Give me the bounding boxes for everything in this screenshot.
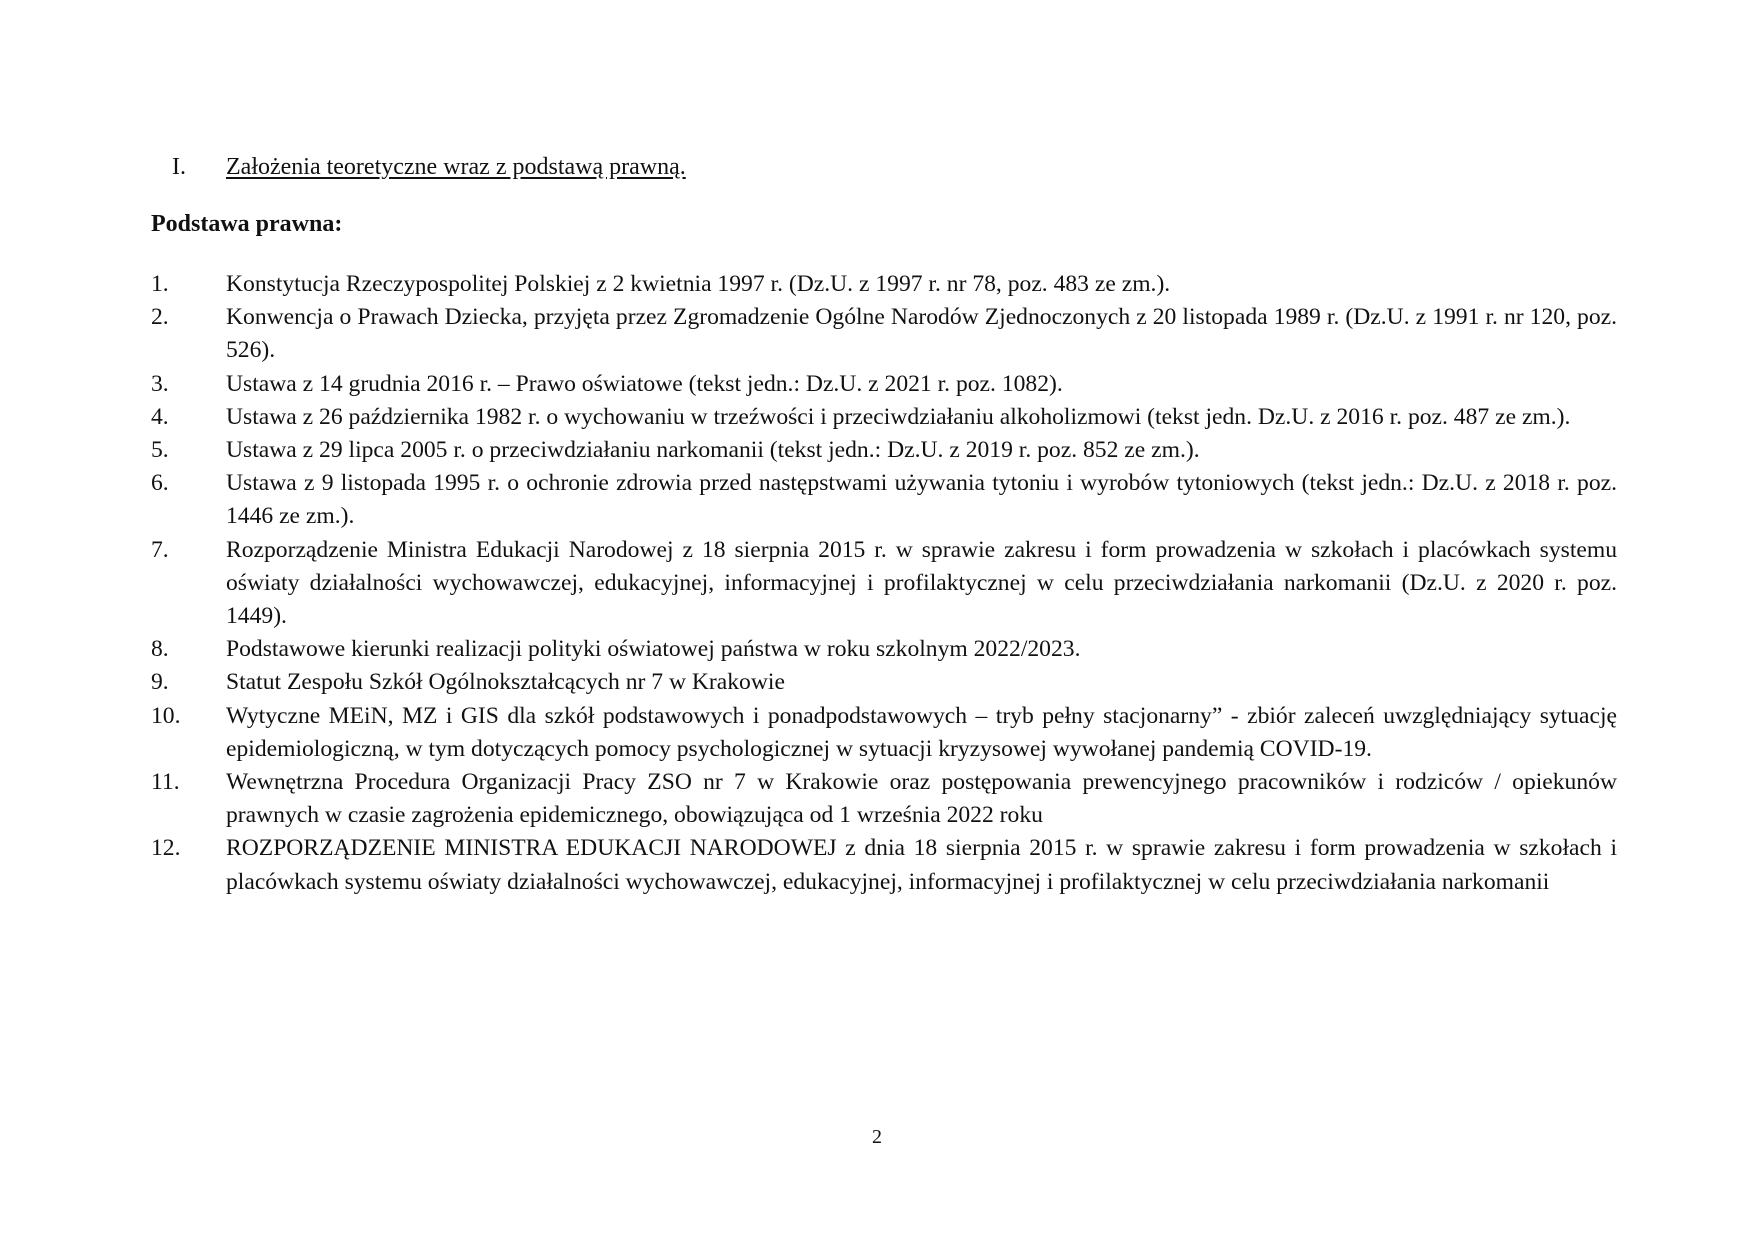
- list-item: [151, 368, 1617, 401]
- legal-basis-list: [151, 268, 1617, 899]
- list-item-text: ROZPORZĄDZENIE MINISTRA EDUKACJI NARODOWEJ z dnia 18 sierpnia 2015 r. w sprawie zakresu i form prowadzenia w szkołach i placówkach systemu oświaty działalności wychowawczej, edukacyjnej, informacyjnej i profilaktycznej w celu przeciwdziałania narkomanii: [226, 835, 1617, 895]
- list-item-text: Ustawa z 29 lipca 2005 r. o przeciwdziałaniu narkomanii (tekst jedn.: Dz.U. z 2019 r. poz. 852 ze zm.).: [226, 437, 1200, 464]
- list-item-text: Rozporządzenie Ministra Edukacji Narodowej z 18 sierpnia 2015 r. w sprawie zakresu i form prowadzenia w szkołach i placówkach systemu oświaty działalności wychowawczej, edukacyjnej, informacyjnej i profilaktycznej w celu przeciwdziałania narkomanii (Dz.U. z 2020 r. poz. 1449).: [226, 536, 1617, 630]
- list-item-text: Ustawa z 14 grudnia 2016 r. – Prawo oświatowe (tekst jedn.: Dz.U. z 2021 r. poz. 1082).: [226, 370, 1063, 397]
- list-item-text: Ustawa z 9 listopada 1995 r. o ochronie zdrowia przed następstwami używania tytoniu i wyrobów tytoniowych (tekst jedn.: Dz.U. z 2018 r. poz. 1446 ze zm.).: [226, 470, 1617, 530]
- list-item-number: 2.: [151, 304, 169, 331]
- list-item: [151, 666, 1617, 699]
- list-item: [151, 301, 1617, 367]
- list-item-number: 6.: [151, 470, 169, 497]
- list-item-text: Wewnętrzna Procedura Organizacji Pracy ZSO nr 7 w Krakowie oraz postępowania prewencyjnego pracowników i rodziców / opiekunów prawnych w czasie zagrożenia epidemicznego, obowiązująca od 1 września 2022 roku: [226, 769, 1617, 829]
- list-item: [151, 467, 1617, 533]
- list-item-number: 3.: [151, 370, 169, 397]
- list-item-number: 9.: [151, 669, 169, 696]
- list-item-number: 12.: [151, 835, 181, 862]
- list-item: [151, 766, 1617, 832]
- list-item-number: 10.: [151, 702, 181, 729]
- list-item: [151, 401, 1617, 434]
- list-item-text: Podstawowe kierunki realizacji polityki oświatowej państwa w roku szkolnym 2022/2023.: [226, 636, 1081, 663]
- list-item-text: Statut Zespołu Szkół Ogólnokształcących nr 7 w Krakowie: [226, 669, 785, 696]
- list-item-number: 5.: [151, 437, 169, 464]
- section-heading: [172, 152, 686, 182]
- list-item-number: 8.: [151, 636, 169, 663]
- list-item-number: 7.: [151, 536, 169, 563]
- page-number: 2: [872, 1126, 882, 1148]
- list-item: [151, 434, 1617, 467]
- list-item: [151, 700, 1617, 766]
- list-item-text: Ustawa z 26 października 1982 r. o wychowaniu w trzeźwości i przeciwdziałaniu alkoholizmowi (tekst jedn. Dz.U. z 2016 r. poz. 487 ze zm.).: [226, 403, 1571, 430]
- list-item-number: 11.: [151, 769, 180, 796]
- legal-basis-heading: Podstawa prawna:: [151, 211, 343, 237]
- list-item-text: Wytyczne MEiN, MZ i GIS dla szkół podstawowych i ponadpodstawowych – tryb pełny stacjonarny” - zbiór zaleceń uwzględniający sytuację epidemiologiczną, w tym dotyczących pomocy psychologicznej w sytuacji kryzysowej wywołanej pandemią COVID-19.: [226, 702, 1617, 762]
- list-item-text: Konstytucja Rzeczypospolitej Polskiej z 2 kwietnia 1997 r. (Dz.U. z 1997 r. nr 78, poz. 483 ze zm.).: [226, 271, 1171, 297]
- list-item: [151, 633, 1617, 666]
- section-title: Założenia teoretyczne wraz z podstawą prawną.: [226, 154, 686, 180]
- list-item-number: 4.: [151, 403, 169, 430]
- section-number: I.: [172, 154, 186, 180]
- list-item-number: 1.: [151, 271, 169, 297]
- list-item: [151, 534, 1617, 634]
- list-item-text: Konwencja o Prawach Dziecka, przyjęta przez Zgromadzenie Ogólne Narodów Zjednoczonych z 20 listopada 1989 r. (Dz.U. z 1991 r. nr 120, poz. 526).: [226, 304, 1617, 364]
- list-item: [151, 832, 1617, 898]
- list-item: [151, 268, 1617, 301]
